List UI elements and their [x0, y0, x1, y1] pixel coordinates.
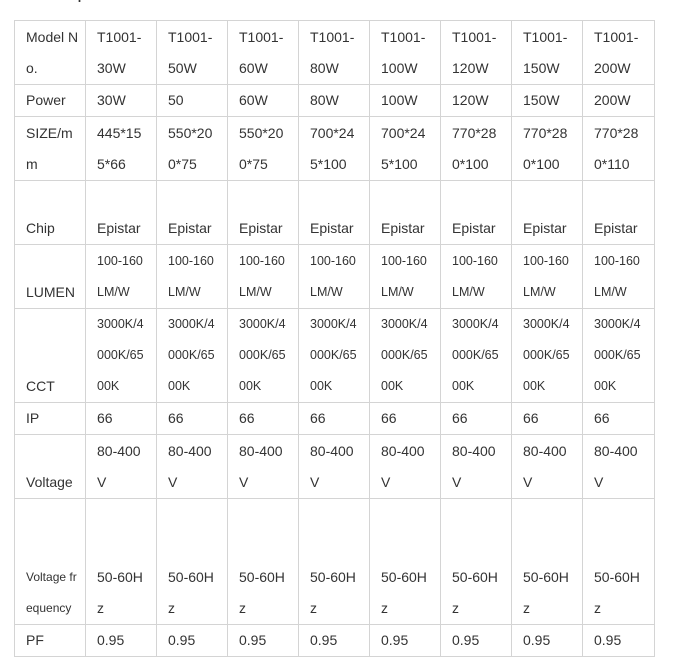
cell: 50-60Hz	[441, 499, 512, 625]
cell: 80-400V	[583, 435, 655, 499]
cell: 770*280*100	[512, 117, 583, 181]
cell: 3000K/4000K/6500K	[86, 309, 157, 403]
cell: 200W	[583, 85, 655, 117]
cell: T1001-200W	[583, 21, 655, 85]
cell: Epistar	[228, 181, 299, 245]
cell: 0.95	[583, 625, 655, 657]
cell: 100-160LM/W	[512, 245, 583, 309]
cell: 3000K/4000K/6500K	[228, 309, 299, 403]
cell: 66	[157, 403, 228, 435]
cell: 50-60Hz	[583, 499, 655, 625]
cell: Epistar	[157, 181, 228, 245]
cell: 550*200*75	[157, 117, 228, 181]
cell: 100W	[370, 85, 441, 117]
cell: 66	[370, 403, 441, 435]
cell: 3000K/4000K/6500K	[583, 309, 655, 403]
row-label: Voltage frequency	[15, 499, 86, 625]
cell: 80-400V	[512, 435, 583, 499]
cell: 100-160LM/W	[441, 245, 512, 309]
cell: 66	[86, 403, 157, 435]
row-label: CCT	[15, 309, 86, 403]
cell: 80-400V	[157, 435, 228, 499]
cell: 50-60Hz	[512, 499, 583, 625]
cell: T1001-100W	[370, 21, 441, 85]
cell: 700*245*100	[370, 117, 441, 181]
cell: T1001-150W	[512, 21, 583, 85]
cell: 0.95	[86, 625, 157, 657]
row-label: Voltage	[15, 435, 86, 499]
row-voltage-frequency	[15, 499, 655, 625]
cell: T1001-30W	[86, 21, 157, 85]
cell: Epistar	[441, 181, 512, 245]
cell: 3000K/4000K/6500K	[441, 309, 512, 403]
row-power	[15, 85, 655, 117]
row-label: SIZE/mm	[15, 117, 86, 181]
cell: Epistar	[512, 181, 583, 245]
cell: Epistar	[370, 181, 441, 245]
cell: 700*245*100	[299, 117, 370, 181]
cell: Epistar	[299, 181, 370, 245]
row-label: Power	[15, 85, 86, 117]
cell: 66	[441, 403, 512, 435]
cell: 80-400V	[370, 435, 441, 499]
cell: 0.95	[512, 625, 583, 657]
row-voltage	[15, 435, 655, 499]
row-label: Model No.	[15, 21, 86, 85]
cell: 50-60Hz	[86, 499, 157, 625]
row-label: Chip	[15, 181, 86, 245]
cell: 3000K/4000K/6500K	[299, 309, 370, 403]
cell: 30W	[86, 85, 157, 117]
cell: 50-60Hz	[370, 499, 441, 625]
cell: T1001-80W	[299, 21, 370, 85]
cell: 66	[228, 403, 299, 435]
cell: 100-160LM/W	[370, 245, 441, 309]
cell: T1001-60W	[228, 21, 299, 85]
cell: 0.95	[228, 625, 299, 657]
row-label: PF	[15, 625, 86, 657]
cell: 3000K/4000K/6500K	[370, 309, 441, 403]
cell: 50-60Hz	[228, 499, 299, 625]
cell: 80-400V	[228, 435, 299, 499]
cell: 550*200*75	[228, 117, 299, 181]
cell: 100-160LM/W	[86, 245, 157, 309]
cell: 100-160LM/W	[228, 245, 299, 309]
cell: 100-160LM/W	[583, 245, 655, 309]
cell: 80-400V	[441, 435, 512, 499]
cell: 120W	[441, 85, 512, 117]
cell: 50-60Hz	[299, 499, 370, 625]
spec-table	[14, 20, 655, 657]
cell: 3000K/4000K/6500K	[157, 309, 228, 403]
cell: 50-60Hz	[157, 499, 228, 625]
cell: 66	[583, 403, 655, 435]
cell: 100-160LM/W	[157, 245, 228, 309]
cell: 770*280*110	[583, 117, 655, 181]
cell: Epistar	[86, 181, 157, 245]
row-ip	[15, 403, 655, 435]
cell: 0.95	[299, 625, 370, 657]
cell: 0.95	[157, 625, 228, 657]
cell: 100-160LM/W	[299, 245, 370, 309]
row-cct	[15, 309, 655, 403]
cell: Epistar	[583, 181, 655, 245]
row-label: IP	[15, 403, 86, 435]
cell: 770*280*100	[441, 117, 512, 181]
row-pf	[15, 625, 655, 657]
cell: 445*155*66	[86, 117, 157, 181]
cropped-heading	[0, 0, 687, 20]
row-size	[15, 117, 655, 181]
cell: 80W	[299, 85, 370, 117]
cell: T1001-50W	[157, 21, 228, 85]
cell: 66	[512, 403, 583, 435]
cell: 0.95	[441, 625, 512, 657]
row-label: LUMEN	[15, 245, 86, 309]
row-lumen	[15, 245, 655, 309]
row-model	[15, 21, 655, 85]
cell: 80-400V	[299, 435, 370, 499]
cell: 60W	[228, 85, 299, 117]
cell: 66	[299, 403, 370, 435]
cell: 80-400V	[86, 435, 157, 499]
cell: 50	[157, 85, 228, 117]
cell: 150W	[512, 85, 583, 117]
cell: 0.95	[370, 625, 441, 657]
row-chip	[15, 181, 655, 245]
cell: T1001-120W	[441, 21, 512, 85]
cell: 3000K/4000K/6500K	[512, 309, 583, 403]
